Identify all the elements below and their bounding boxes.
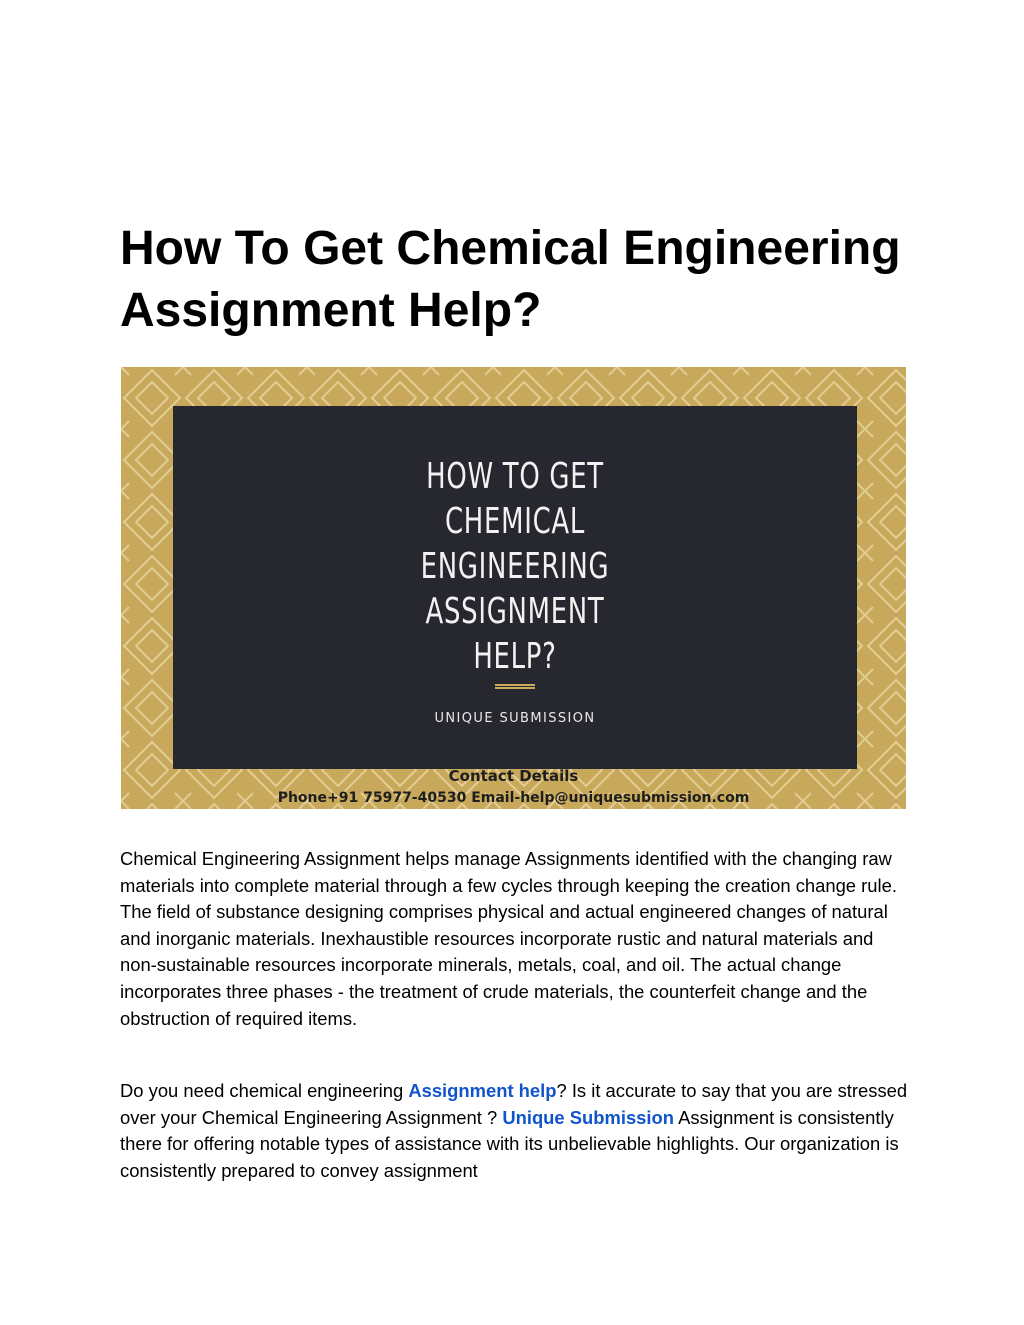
- unique-submission-link[interactable]: Unique Submission: [502, 1106, 674, 1128]
- paragraph-text: Assignment is consistently there for offering notable types of assistance with its unbelievable highlights. Our organization is consistently prepared to convey assignment: [120, 1106, 899, 1181]
- assignment-help-link[interactable]: Assignment help: [408, 1080, 557, 1101]
- paragraph-text: Do you need chemical engineering: [120, 1080, 409, 1101]
- banner-heading: [269, 454, 761, 679]
- banner-contact-line: Phone+91 75977-40530 Email-help@uniquesubmission.com: [277, 790, 750, 806]
- banner-heading-line: ENGINEERING: [420, 546, 610, 587]
- banner-image: [121, 367, 906, 809]
- paragraph-text: ? Is it accurate to say that you are stressed over your Chemical Engineering Assignment ?: [120, 1080, 908, 1128]
- banner-contact-title: Contact Details: [448, 767, 579, 785]
- body-paragraph: [120, 1078, 910, 1184]
- banner-brand: UNIQUE SUBMISSION: [434, 711, 596, 726]
- banner-dark-panel: [173, 406, 857, 769]
- banner-heading-line: HELP?: [473, 636, 557, 677]
- banner-heading-line: CHEMICAL: [444, 501, 585, 542]
- page-title: How To Get Chemical Engineering Assignment Help?: [120, 222, 901, 337]
- body-paragraph: Chemical Engineering Assignment helps manage Assignments identified with the changing raw materials into complete material through a few cycles through keeping the creation change rule. The field of substance designing comprises physical and actual engineered changes of natural and inorganic materials. Inexhaustible resources incorporate rustic and natural materials and non-sustainable resources incorporate minerals, metals, coal, and oil. The actual change incorporates three phases - the treatment of crude materials, the counterfeit change and the obstruction of required items.: [120, 848, 897, 1029]
- banner-divider: [495, 684, 535, 689]
- banner-heading-line: ASSIGNMENT: [425, 591, 605, 632]
- banner-heading-line: HOW TO GET: [426, 456, 604, 497]
